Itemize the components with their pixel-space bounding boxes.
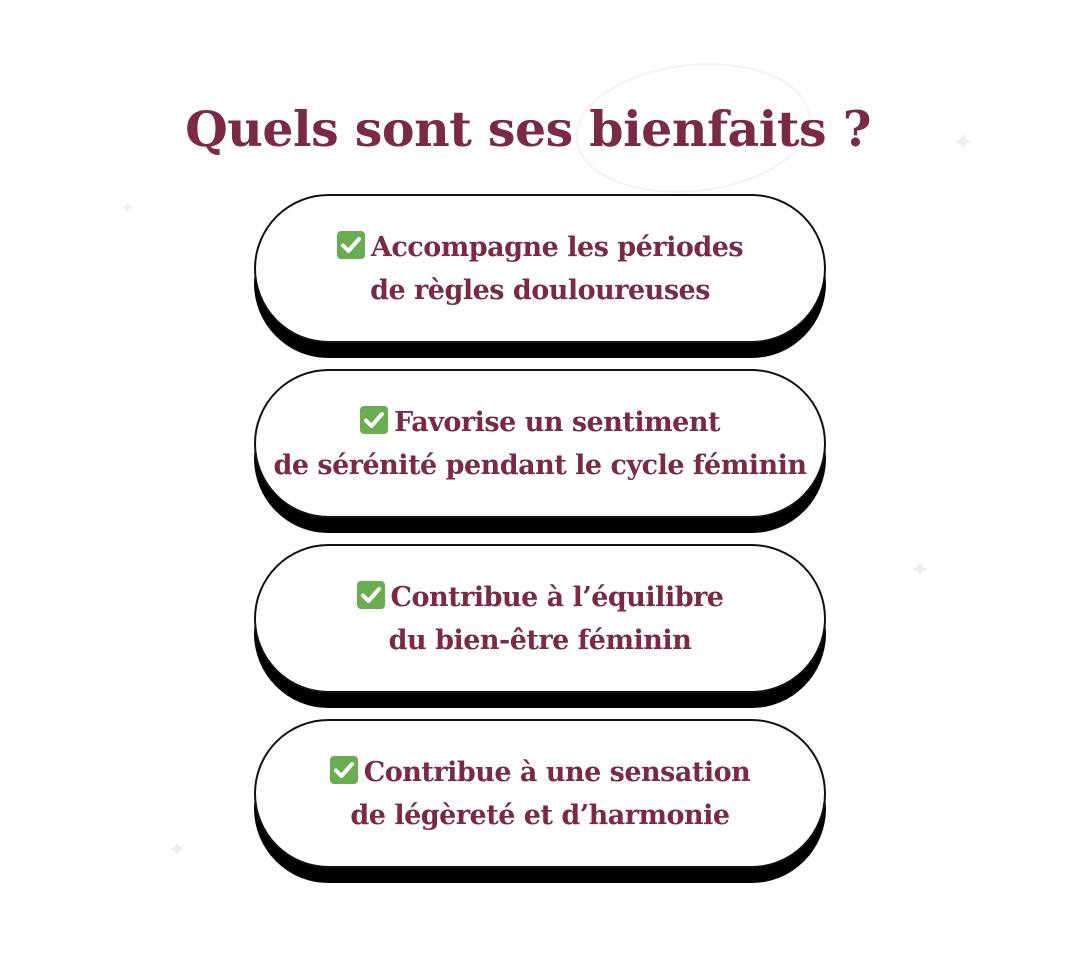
benefit-text bbox=[357, 576, 724, 662]
benefit-line-1-text: Contribue à une sensation bbox=[363, 756, 751, 788]
benefit-line-1 bbox=[337, 226, 743, 269]
benefit-line-2: du bien-être féminin bbox=[388, 624, 692, 656]
benefit-line-1 bbox=[273, 401, 806, 444]
benefit-card-3 bbox=[254, 544, 826, 693]
check-mark-icon bbox=[360, 406, 388, 434]
sparkle-icon: ✦ bbox=[952, 128, 974, 158]
page-title: Quels sont ses bienfaits ? bbox=[185, 100, 871, 158]
benefit-line-1 bbox=[357, 576, 724, 619]
check-mark-icon bbox=[357, 581, 385, 609]
sparkle-icon: ✦ bbox=[168, 838, 187, 863]
benefit-line-2: de légèreté et d’harmonie bbox=[350, 799, 730, 831]
benefit-line-2: de règles douloureuses bbox=[370, 274, 710, 306]
check-mark-icon bbox=[330, 756, 358, 784]
sparkle-icon: ✦ bbox=[120, 198, 136, 219]
benefit-text bbox=[273, 401, 806, 487]
benefit-text bbox=[330, 751, 750, 837]
benefit-line-1-text: Accompagne les périodes bbox=[370, 231, 744, 263]
benefit-line-2: de sérénité pendant le cycle féminin bbox=[273, 449, 807, 481]
benefit-line-1 bbox=[330, 751, 750, 794]
benefit-line-1-text: Contribue à l’équilibre bbox=[390, 581, 724, 613]
sparkle-icon: ✦ bbox=[910, 556, 931, 584]
benefit-card-2 bbox=[254, 369, 826, 518]
benefit-card-1 bbox=[254, 194, 826, 343]
benefit-line-1-text: Favorise un sentiment bbox=[394, 406, 720, 438]
benefit-text bbox=[337, 226, 743, 312]
benefit-card-4 bbox=[254, 719, 826, 868]
check-mark-icon bbox=[337, 231, 365, 259]
